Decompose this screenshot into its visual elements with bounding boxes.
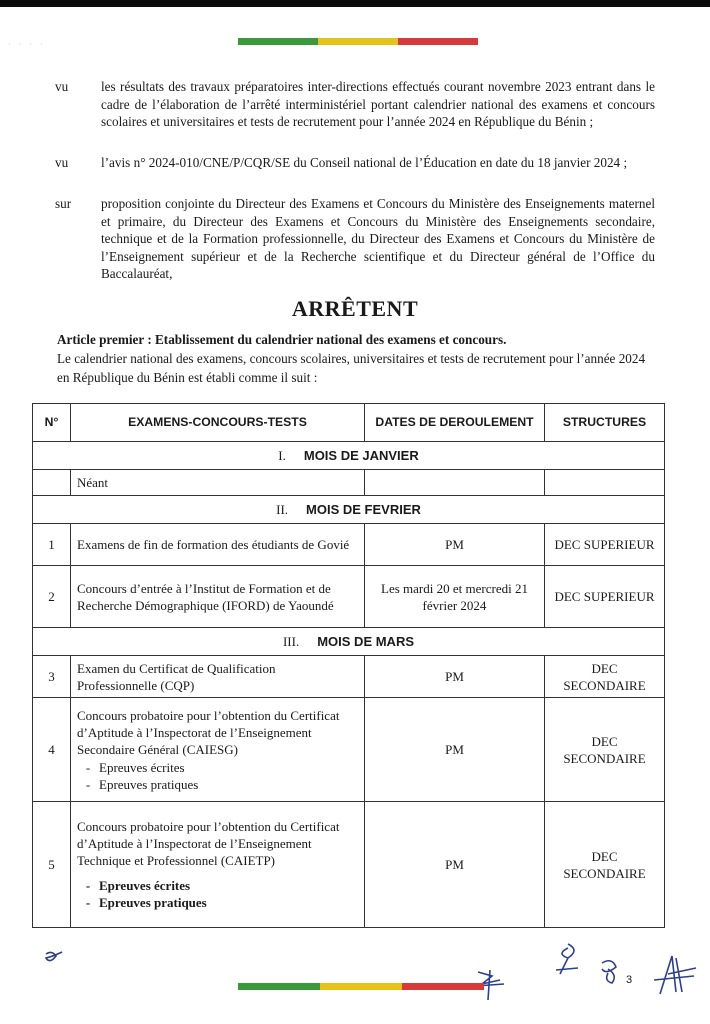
article-title: Article premier : Etablissement du calendrier national des examens et concours.	[57, 332, 507, 347]
header-number: N°	[33, 404, 71, 442]
header-structures: STRUCTURES	[545, 404, 665, 442]
row-number: 1	[33, 524, 71, 566]
month-label: MOIS DE FEVRIER	[306, 502, 421, 517]
structure-cell: DEC SECONDAIRE	[545, 656, 665, 698]
table-header-row	[33, 404, 665, 442]
exam-cell	[71, 802, 365, 928]
exam-title: Concours probatoire pour l’obtention du Certificat d’Aptitude à l’Inspectorat de l’Enseignement Secondaire Général (CAIESG)	[77, 707, 340, 757]
exam-cell: Néant	[71, 470, 365, 496]
table-row	[33, 656, 665, 698]
initial-signature-mark	[596, 955, 633, 989]
page-number: 3	[626, 974, 633, 986]
table-row	[33, 698, 665, 802]
exam-cell: Concours d’entrée à l’Institut de Formation et de Recherche Démographique (IFORD) de Yaoundé	[71, 566, 365, 628]
header-exams: EXAMENS-CONCOURS-TESTS	[71, 404, 365, 442]
exam-cell	[71, 698, 365, 802]
initial-signature-mark	[548, 940, 588, 980]
decree-heading: ARRÊTENT	[291, 296, 419, 321]
clause-keyword: vu	[55, 155, 69, 170]
list-item: - Epreuves écrites	[99, 877, 358, 894]
exam-cell: Examen du Certificat de Qualification Professionnelle (CQP)	[71, 656, 365, 698]
clause-vu-1	[55, 78, 655, 131]
clause-text: proposition conjointe du Directeur des Examens et Concours du Ministère des Enseignements maternel et primaire, du Directeur des Examens et Concours du Ministère des Enseignements secondaire, technique et de la Formation professionnelle, du Directeur des Examens et Concours du Ministère de l’Enseignement supérieur et de la Recherche scientifique et du Directeur général de l’Office du Baccalauréat,	[101, 196, 655, 281]
month-numeral: I.	[278, 448, 286, 463]
structure-cell: DEC SUPERIEUR	[545, 566, 665, 628]
month-row-janvier	[33, 442, 665, 470]
list-item: - Epreuves pratiques	[99, 894, 358, 911]
clause-keyword: sur	[55, 196, 72, 211]
list-item: - Epreuves écrites	[99, 759, 358, 776]
month-label: MOIS DE MARS	[317, 634, 415, 649]
month-row-mars	[33, 628, 665, 656]
month-numeral: II.	[276, 502, 289, 517]
exam-title: Concours probatoire pour l’obtention du Certificat d’Aptitude à l’Inspectorat de l’Enseignement Technique et Professionnel (CAIETP)	[77, 819, 340, 868]
table-row-neant	[33, 470, 665, 496]
clause-text: l’avis n° 2024-010/CNE/P/CQR/SE du Conseil national de l’Éducation en date du 18 janvier 2024 ;	[101, 155, 628, 170]
table-row	[33, 524, 665, 566]
row-number: 3	[33, 656, 71, 698]
row-number: 2	[33, 566, 71, 628]
dates-cell: PM	[365, 698, 545, 802]
dates-cell: PM	[365, 802, 545, 928]
article-body: Le calendrier national des examens, concours scolaires, universitaires et tests de recrutement pour l’année 2024 en République du Bénin est établi comme il suit :	[57, 351, 646, 385]
header-dates: DATES DE DEROULEMENT	[365, 404, 545, 442]
flag-stripe-top	[238, 38, 478, 45]
exam-sub-list	[77, 877, 358, 911]
month-row-fevrier	[33, 496, 665, 524]
flag-stripe-bottom	[238, 983, 484, 990]
table-row	[33, 566, 665, 628]
clause-text: les résultats des travaux préparatoires inter-directions effectués courant novembre 2023 entrant dans le cadre de l’élaboration de l’arrêté interministériel portant calendrier national des examens et concours scolaires et universitaires et tests de recrutement pour l’année 2024 en République du Bénin ;	[101, 79, 655, 129]
dates-cell: Les mardi 20 et mercredi 21 février 2024	[365, 566, 545, 628]
exam-sub-list	[77, 759, 358, 793]
clause-sur	[55, 195, 655, 283]
exam-cell: Examens de fin de formation des étudiants de Govié	[71, 524, 365, 566]
scan-top-border	[0, 0, 710, 7]
dates-cell: PM	[365, 656, 545, 698]
month-label: MOIS DE JANVIER	[303, 448, 419, 463]
initial-signature-mark	[40, 948, 70, 972]
row-number: 4	[33, 698, 71, 802]
row-number: 5	[33, 802, 71, 928]
structure-cell: DEC SECONDAIRE	[545, 698, 665, 802]
month-numeral: III.	[282, 634, 300, 649]
list-item: - Epreuves pratiques	[99, 776, 358, 793]
clause-keyword: vu	[55, 79, 69, 94]
clause-vu-2	[55, 154, 655, 172]
dates-cell: PM	[365, 524, 545, 566]
calendar-table	[32, 403, 665, 928]
table-row	[33, 802, 665, 928]
initial-signature-mark	[650, 950, 702, 998]
structure-cell: DEC SECONDAIRE	[545, 802, 665, 928]
structure-cell: DEC SUPERIEUR	[545, 524, 665, 566]
scan-speckles: · · · ·	[8, 40, 46, 49]
